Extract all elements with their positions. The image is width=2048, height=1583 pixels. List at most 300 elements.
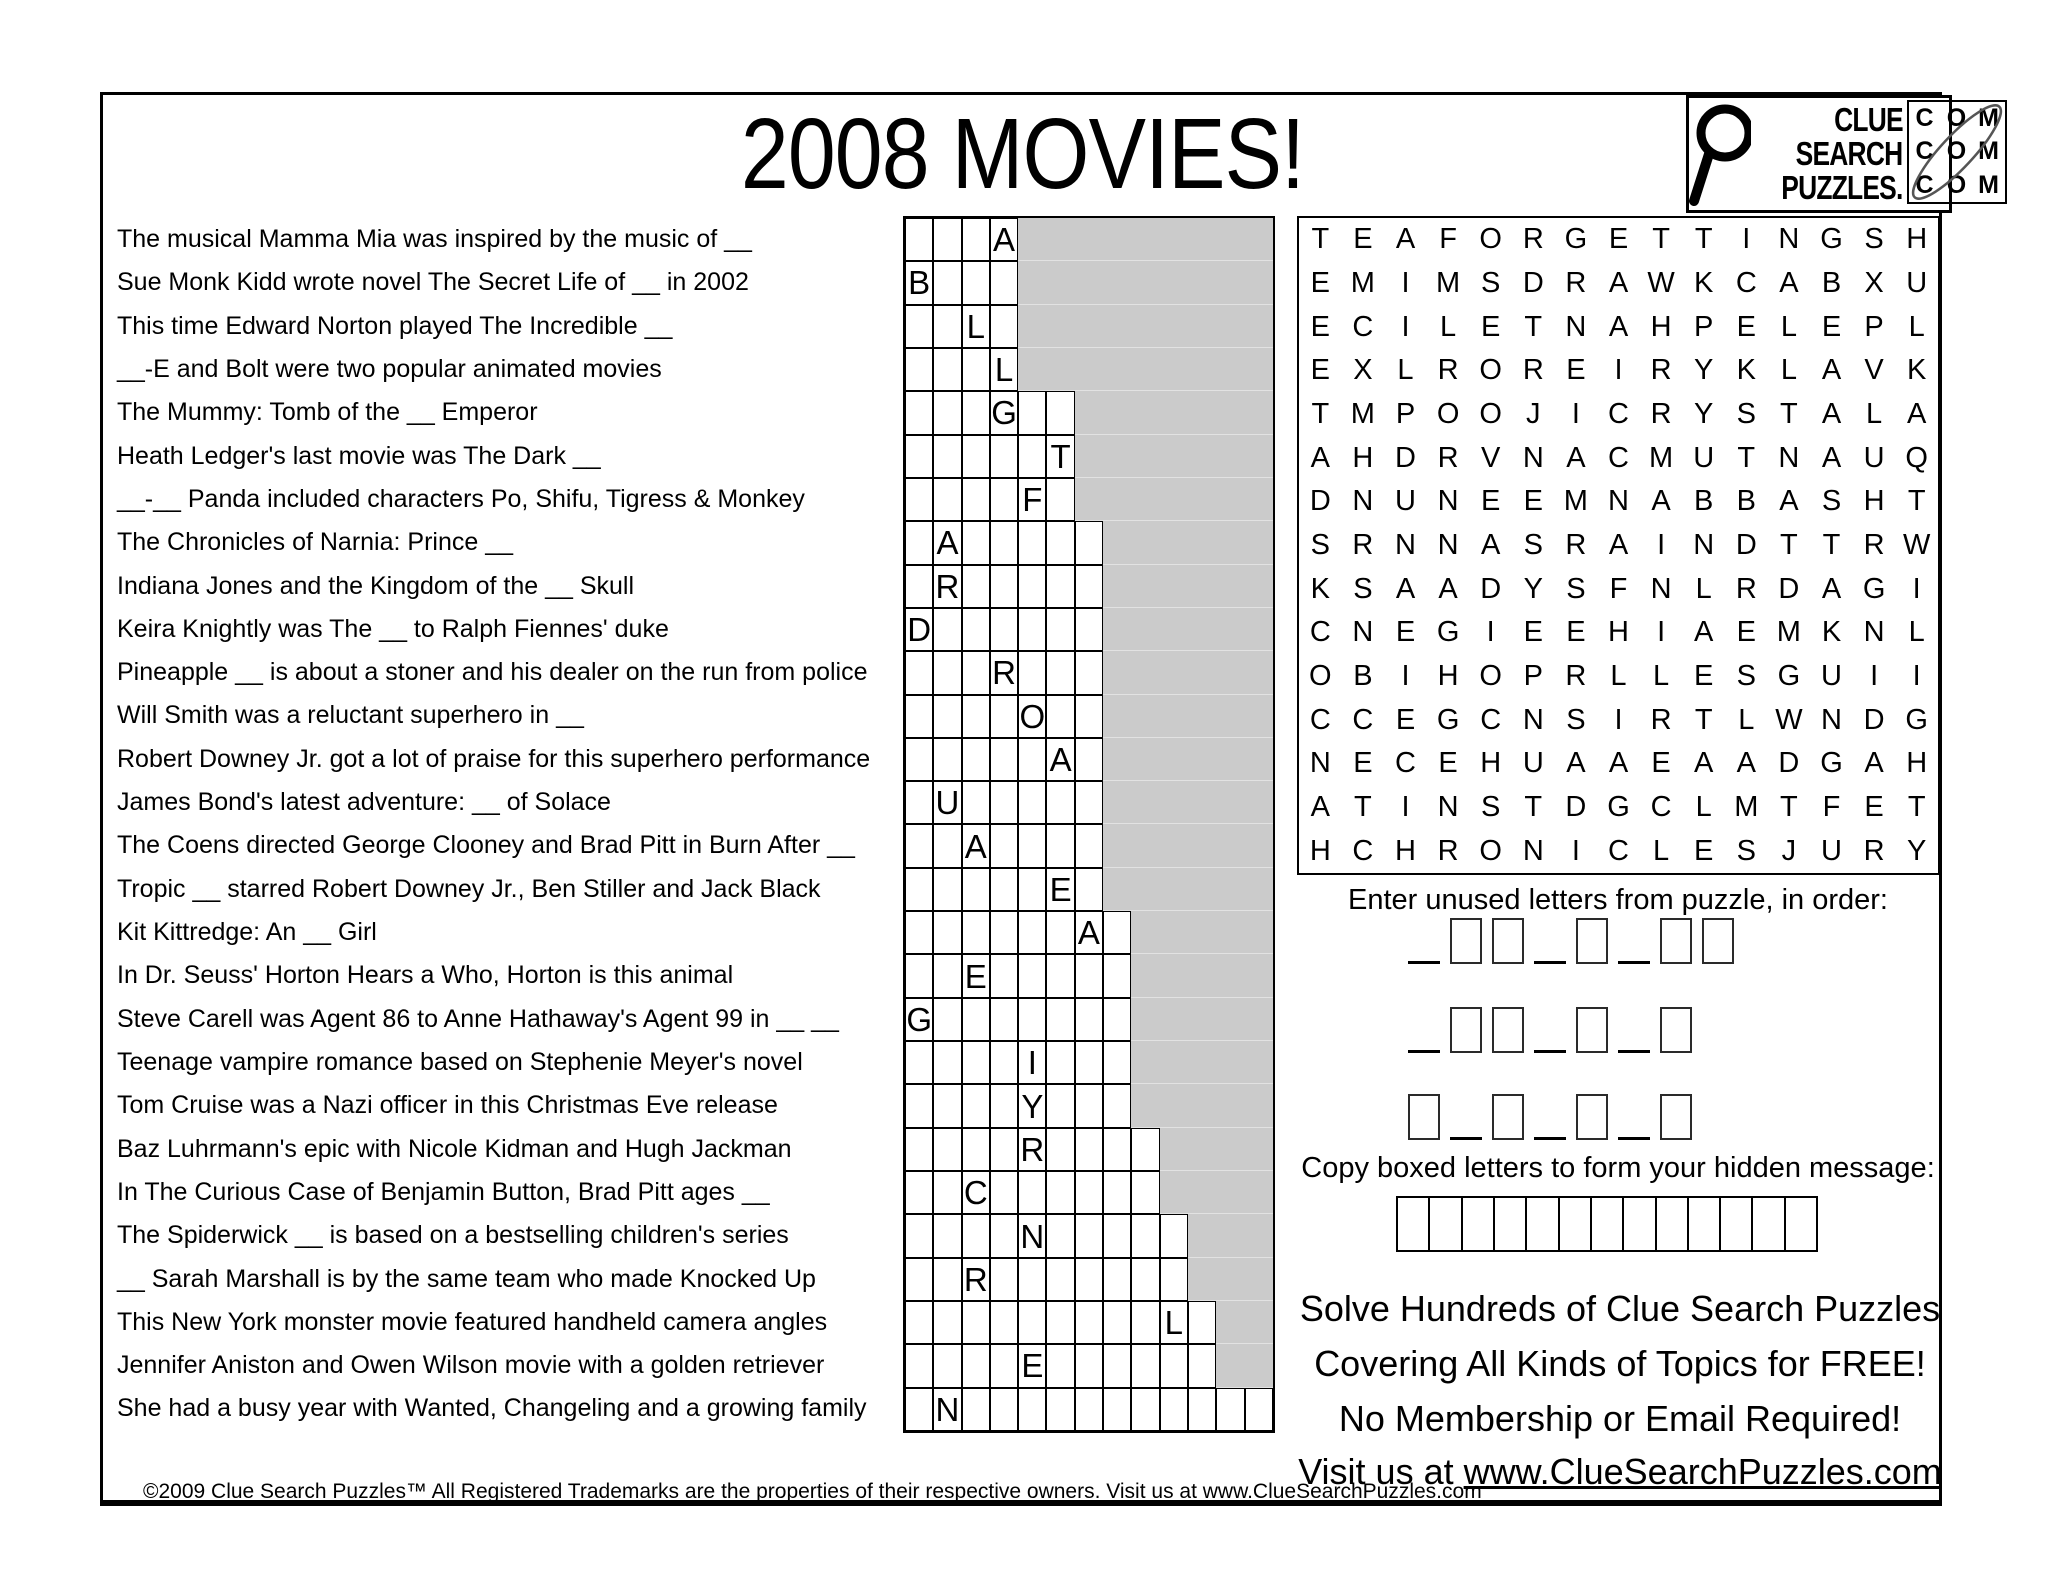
wordsearch-letter[interactable]: O <box>1479 659 1502 692</box>
answer-cell[interactable] <box>905 824 933 867</box>
wordsearch-letter[interactable]: E <box>1395 616 1416 649</box>
wordsearch-letter[interactable]: G <box>1905 703 1928 736</box>
wordsearch-letter[interactable]: M <box>1350 397 1375 430</box>
wordsearch-letter[interactable]: J <box>1526 397 1541 430</box>
answer-cell[interactable] <box>1046 781 1074 824</box>
answer-cell[interactable] <box>962 478 990 521</box>
wordsearch-letter[interactable]: A <box>1310 441 1330 474</box>
letter-blank-slot[interactable] <box>1408 918 1440 964</box>
wordsearch-letter[interactable]: T <box>1780 528 1798 561</box>
wordsearch-letter[interactable]: L <box>1866 397 1883 430</box>
hidden-message-cell[interactable] <box>1461 1198 1493 1250</box>
answer-cell[interactable] <box>1103 1084 1131 1127</box>
wordsearch-letter[interactable]: A <box>1907 397 1927 430</box>
wordsearch-letter[interactable]: A <box>1821 397 1842 430</box>
wordsearch-letter[interactable]: T <box>1822 528 1841 561</box>
wordsearch-letter[interactable]: S <box>1736 659 1756 692</box>
answer-cell[interactable] <box>933 435 961 478</box>
wordsearch-letter[interactable]: H <box>1906 223 1928 256</box>
answer-cell[interactable] <box>1131 1214 1159 1257</box>
answer-cell[interactable] <box>1046 911 1074 954</box>
wordsearch-letter[interactable]: N <box>1863 616 1885 649</box>
answer-cell[interactable] <box>1103 954 1131 997</box>
answer-cell[interactable] <box>933 868 961 911</box>
wordsearch-letter[interactable]: U <box>1863 441 1885 474</box>
wordsearch-letter[interactable]: S <box>1481 266 1501 299</box>
wordsearch-letter[interactable]: I <box>1486 616 1495 649</box>
answer-cell[interactable] <box>962 608 990 651</box>
wordsearch-letter[interactable]: N <box>1395 528 1416 561</box>
wordsearch-letter[interactable]: D <box>1565 790 1587 823</box>
answer-cell[interactable] <box>990 305 1018 348</box>
wordsearch-letter[interactable]: M <box>1563 485 1588 518</box>
boxed-letter-slot[interactable] <box>1576 1094 1608 1140</box>
wordsearch-letter[interactable]: A <box>1608 266 1629 299</box>
wordsearch-letter[interactable]: T <box>1694 703 1713 736</box>
wordsearch-letter[interactable]: S <box>1736 834 1756 867</box>
wordsearch-letter[interactable]: R <box>1735 572 1757 605</box>
boxed-letter-slot[interactable] <box>1450 1007 1482 1053</box>
answer-cell[interactable] <box>933 305 961 348</box>
answer-cell[interactable] <box>933 1171 961 1214</box>
answer-cell[interactable] <box>990 1171 1018 1214</box>
wordsearch-letter[interactable]: W <box>1903 528 1931 561</box>
wordsearch-letter[interactable]: A <box>1694 747 1714 780</box>
wordsearch-letter[interactable]: R <box>1863 528 1885 561</box>
wordsearch-letter[interactable]: H <box>1863 485 1885 518</box>
wordsearch-letter[interactable]: K <box>1694 266 1714 299</box>
hidden-message-cell[interactable] <box>1558 1198 1590 1250</box>
answer-cell[interactable] <box>990 1041 1018 1084</box>
wordsearch-letter[interactable]: T <box>1907 485 1926 518</box>
wordsearch-letter[interactable]: R <box>1565 659 1587 692</box>
answer-cell[interactable] <box>1075 565 1103 608</box>
wordsearch-letter[interactable]: O <box>1479 397 1502 430</box>
wordsearch-letter[interactable]: R <box>1522 223 1544 256</box>
answer-cell[interactable] <box>962 1301 990 1344</box>
wordsearch-letter[interactable]: A <box>1651 485 1671 518</box>
wordsearch-letter[interactable]: S <box>1821 485 1842 518</box>
wordsearch-letter[interactable]: G <box>1436 703 1460 736</box>
answer-cell[interactable] <box>1018 781 1046 824</box>
answer-cell[interactable] <box>933 1258 961 1301</box>
answer-cell[interactable] <box>1018 738 1046 781</box>
answer-cell[interactable] <box>1131 1128 1159 1171</box>
answer-cell[interactable] <box>962 521 990 564</box>
answer-cell[interactable] <box>1046 1301 1074 1344</box>
wordsearch-letter[interactable]: S <box>1481 790 1501 823</box>
answer-cell[interactable] <box>1075 651 1103 694</box>
wordsearch-letter[interactable]: D <box>1863 703 1885 736</box>
answer-cell[interactable] <box>1160 1344 1188 1387</box>
answer-cell[interactable] <box>1075 695 1103 738</box>
answer-cell[interactable] <box>962 1344 990 1387</box>
wordsearch-letter[interactable]: E <box>1523 485 1543 518</box>
answer-cell[interactable] <box>1018 1388 1046 1431</box>
answer-cell[interactable] <box>1046 695 1074 738</box>
answer-cell[interactable] <box>905 781 933 824</box>
wordsearch-letter[interactable]: L <box>1738 703 1755 736</box>
wordsearch-letter[interactable]: H <box>1608 616 1629 649</box>
answer-cell[interactable] <box>1131 1301 1159 1344</box>
wordsearch-letter[interactable]: D <box>1778 747 1800 780</box>
wordsearch-letter[interactable]: A <box>1779 266 1799 299</box>
answer-cell[interactable] <box>1188 1388 1216 1431</box>
answer-cell[interactable] <box>1046 1171 1074 1214</box>
letter-blank-slot[interactable] <box>1618 1007 1650 1053</box>
wordsearch-letter[interactable]: N <box>1778 223 1800 256</box>
hidden-message-cell[interactable] <box>1719 1198 1751 1250</box>
answer-cell[interactable] <box>905 1128 933 1171</box>
wordsearch-letter[interactable]: N <box>1522 703 1544 736</box>
answer-cell[interactable] <box>990 261 1018 304</box>
answer-cell[interactable] <box>1160 1258 1188 1301</box>
wordsearch-letter[interactable]: C <box>1650 790 1672 823</box>
wordsearch-letter[interactable]: N <box>1821 703 1842 736</box>
answer-cell[interactable] <box>1018 651 1046 694</box>
answer-cell[interactable] <box>990 608 1018 651</box>
wordsearch-letter[interactable]: I <box>1657 616 1666 649</box>
hidden-message-cell[interactable] <box>1784 1198 1816 1250</box>
answer-cell[interactable] <box>990 521 1018 564</box>
answer-cell[interactable] <box>1075 738 1103 781</box>
answer-cell[interactable] <box>1046 1388 1074 1431</box>
answer-cell[interactable] <box>962 738 990 781</box>
wordsearch-letter[interactable]: D <box>1480 572 1502 605</box>
answer-cell[interactable] <box>905 1258 933 1301</box>
boxed-letter-slot[interactable] <box>1576 918 1608 964</box>
boxed-letter-slot[interactable] <box>1450 918 1482 964</box>
wordsearch-letter[interactable]: H <box>1352 441 1374 474</box>
wordsearch-letter[interactable]: E <box>1566 616 1586 649</box>
answer-cell[interactable] <box>1046 608 1074 651</box>
wordsearch-letter[interactable]: N <box>1437 790 1459 823</box>
wordsearch-letter[interactable]: A <box>1736 747 1756 780</box>
answer-cell[interactable] <box>905 954 933 997</box>
wordsearch-letter[interactable]: R <box>1863 834 1885 867</box>
answer-cell[interactable] <box>962 911 990 954</box>
answer-cell[interactable] <box>1075 1041 1103 1084</box>
answer-cell[interactable] <box>1075 781 1103 824</box>
answer-cell[interactable] <box>962 261 990 304</box>
hidden-message-cell[interactable] <box>1590 1198 1622 1250</box>
answer-cell[interactable] <box>1216 1388 1244 1431</box>
wordsearch-letter[interactable]: O <box>1479 834 1502 867</box>
wordsearch-letter[interactable]: Y <box>1523 572 1543 605</box>
wordsearch-letter[interactable]: R <box>1352 528 1374 561</box>
wordsearch-letter[interactable]: V <box>1864 354 1884 387</box>
wordsearch-letter[interactable]: G <box>1777 659 1801 692</box>
letter-blank-slot[interactable] <box>1534 1094 1566 1140</box>
answer-cell[interactable] <box>933 1214 961 1257</box>
answer-cell[interactable] <box>990 1084 1018 1127</box>
answer-cell[interactable] <box>933 954 961 997</box>
wordsearch-letter[interactable]: A <box>1779 485 1799 518</box>
answer-cell[interactable] <box>905 391 933 434</box>
wordsearch-letter[interactable]: N <box>1650 572 1672 605</box>
answer-cell[interactable] <box>962 1388 990 1431</box>
wordsearch-letter[interactable]: U <box>1906 266 1928 299</box>
wordsearch-letter[interactable]: A <box>1395 572 1416 605</box>
wordsearch-letter[interactable]: L <box>1780 310 1797 343</box>
wordsearch-letter[interactable]: L <box>1440 310 1457 343</box>
wordsearch-letter[interactable]: G <box>1820 223 1843 256</box>
wordsearch-letter[interactable]: E <box>1736 616 1756 649</box>
answer-cell[interactable] <box>1046 478 1074 521</box>
wordsearch-letter[interactable]: N <box>1309 747 1331 780</box>
answer-cell[interactable] <box>990 435 1018 478</box>
answer-cell[interactable] <box>1075 1171 1103 1214</box>
wordsearch-letter[interactable]: U <box>1522 747 1544 780</box>
wordsearch-letter[interactable]: E <box>1694 834 1714 867</box>
wordsearch-letter[interactable]: M <box>1350 266 1375 299</box>
letter-blank-slot[interactable] <box>1534 918 1566 964</box>
wordsearch-letter[interactable]: L <box>1397 354 1414 387</box>
wordsearch-letter[interactable]: A <box>1821 354 1842 387</box>
wordsearch-letter[interactable]: Y <box>1907 834 1927 867</box>
wordsearch-letter[interactable]: R <box>1437 834 1459 867</box>
answer-cell[interactable] <box>990 478 1018 521</box>
answer-cell[interactable] <box>1018 1258 1046 1301</box>
wordsearch-letter[interactable]: N <box>1608 485 1629 518</box>
answer-cell[interactable] <box>905 435 933 478</box>
wordsearch-letter[interactable]: T <box>1311 397 1330 430</box>
answer-cell[interactable] <box>962 1214 990 1257</box>
promo-url-link[interactable]: www.ClueSearchPuzzles.com <box>1463 1451 1942 1492</box>
wordsearch-letter[interactable]: I <box>1401 790 1410 823</box>
answer-cell[interactable] <box>990 868 1018 911</box>
wordsearch-letter[interactable]: I <box>1657 528 1666 561</box>
answer-cell[interactable] <box>1075 1388 1103 1431</box>
answer-cell[interactable] <box>1103 1041 1131 1084</box>
boxed-letter-slot[interactable] <box>1660 918 1692 964</box>
answer-cell[interactable] <box>1075 608 1103 651</box>
hidden-message-cell[interactable] <box>1525 1198 1557 1250</box>
answer-cell[interactable] <box>905 1388 933 1431</box>
answer-cell[interactable] <box>1131 1388 1159 1431</box>
answer-cell[interactable] <box>1075 1258 1103 1301</box>
boxed-letter-slot[interactable] <box>1492 918 1524 964</box>
wordsearch-letter[interactable]: A <box>1395 223 1416 256</box>
answer-cell[interactable] <box>1103 1344 1131 1387</box>
wordsearch-letter[interactable]: E <box>1523 616 1543 649</box>
letter-blank-slot[interactable] <box>1534 1007 1566 1053</box>
wordsearch-letter[interactable]: I <box>1614 354 1623 387</box>
wordsearch-letter[interactable]: G <box>1820 747 1843 780</box>
answer-cell[interactable] <box>962 1084 990 1127</box>
answer-cell[interactable] <box>990 1258 1018 1301</box>
answer-cell[interactable] <box>1018 565 1046 608</box>
answer-cell[interactable] <box>933 911 961 954</box>
wordsearch-letter[interactable]: T <box>1907 790 1926 823</box>
answer-cell[interactable] <box>962 348 990 391</box>
answer-cell[interactable] <box>905 1214 933 1257</box>
wordsearch-letter[interactable]: L <box>1908 616 1925 649</box>
answer-cell[interactable] <box>1075 1084 1103 1127</box>
wordsearch-letter[interactable]: T <box>1652 223 1670 256</box>
answer-cell[interactable] <box>990 954 1018 997</box>
wordsearch-letter[interactable]: C <box>1395 747 1416 780</box>
wordsearch-letter[interactable]: R <box>1565 528 1587 561</box>
wordsearch-letter[interactable]: K <box>1736 354 1756 387</box>
wordsearch-letter[interactable]: N <box>1778 441 1800 474</box>
answer-cell[interactable] <box>933 1301 961 1344</box>
wordsearch-letter[interactable]: A <box>1694 616 1714 649</box>
wordsearch-letter[interactable]: C <box>1735 266 1757 299</box>
wordsearch-letter[interactable]: P <box>1523 659 1543 692</box>
boxed-letter-slot[interactable] <box>1576 1007 1608 1053</box>
answer-cell[interactable] <box>1018 998 1046 1041</box>
wordsearch-letter[interactable]: A <box>1821 572 1842 605</box>
answer-cell[interactable] <box>905 651 933 694</box>
wordsearch-letter[interactable]: C <box>1608 834 1629 867</box>
wordsearch-letter[interactable]: R <box>1650 354 1672 387</box>
answer-cell[interactable] <box>905 1344 933 1387</box>
answer-cell[interactable] <box>962 218 990 261</box>
wordsearch-letter[interactable]: F <box>1822 790 1841 823</box>
answer-cell[interactable] <box>1046 1258 1074 1301</box>
wordsearch-letter[interactable]: C <box>1309 703 1331 736</box>
answer-cell[interactable] <box>962 565 990 608</box>
answer-cell[interactable] <box>1188 1301 1216 1344</box>
answer-cell[interactable] <box>1245 1388 1273 1431</box>
wordsearch-letter[interactable]: D <box>1522 266 1544 299</box>
wordsearch-letter[interactable]: R <box>1650 397 1672 430</box>
answer-cell[interactable] <box>990 695 1018 738</box>
wordsearch-letter[interactable]: B <box>1353 659 1373 692</box>
wordsearch-letter[interactable]: I <box>1870 659 1879 692</box>
wordsearch-letter[interactable]: T <box>1694 223 1713 256</box>
wordsearch-letter[interactable]: C <box>1480 703 1502 736</box>
wordsearch-letter[interactable]: E <box>1438 747 1458 780</box>
wordsearch-letter[interactable]: L <box>1653 834 1670 867</box>
answer-cell[interactable] <box>962 391 990 434</box>
answer-cell[interactable] <box>933 1041 961 1084</box>
boxed-letter-slot[interactable] <box>1408 1094 1440 1140</box>
wordsearch-letter[interactable]: P <box>1395 397 1416 430</box>
answer-cell[interactable] <box>933 1344 961 1387</box>
answer-cell[interactable] <box>990 998 1018 1041</box>
answer-cell[interactable] <box>990 738 1018 781</box>
answer-cell[interactable] <box>990 781 1018 824</box>
wordsearch-letter[interactable]: I <box>1401 310 1410 343</box>
answer-cell[interactable] <box>933 608 961 651</box>
wordsearch-letter[interactable]: O <box>1479 223 1502 256</box>
wordsearch-letter[interactable]: F <box>1439 223 1457 256</box>
answer-cell[interactable] <box>962 1128 990 1171</box>
wordsearch-letter[interactable]: L <box>1908 310 1925 343</box>
answer-cell[interactable] <box>1103 1388 1131 1431</box>
wordsearch-letter[interactable]: C <box>1608 397 1629 430</box>
wordsearch-letter[interactable]: X <box>1864 266 1884 299</box>
answer-cell[interactable] <box>962 435 990 478</box>
wordsearch-letter[interactable]: S <box>1353 572 1373 605</box>
wordsearch-letter[interactable]: E <box>1736 310 1756 343</box>
wordsearch-letter[interactable]: S <box>1566 572 1586 605</box>
answer-cell[interactable] <box>1075 824 1103 867</box>
wordsearch-letter[interactable]: A <box>1864 747 1884 780</box>
wordsearch-letter[interactable]: T <box>1780 790 1798 823</box>
wordsearch-letter[interactable]: D <box>1778 572 1800 605</box>
wordsearch-letter[interactable]: E <box>1353 223 1373 256</box>
answer-cell[interactable] <box>905 911 933 954</box>
answer-cell[interactable] <box>990 1388 1018 1431</box>
wordsearch-letter[interactable]: L <box>1653 659 1670 692</box>
wordsearch-letter[interactable]: A <box>1481 528 1501 561</box>
answer-cell[interactable] <box>933 1084 961 1127</box>
answer-cell[interactable] <box>1075 954 1103 997</box>
wordsearch-letter[interactable]: X <box>1353 354 1373 387</box>
wordsearch-letter[interactable]: N <box>1522 834 1544 867</box>
answer-cell[interactable] <box>1046 1128 1074 1171</box>
wordsearch-letter[interactable]: O <box>1479 354 1502 387</box>
wordsearch-letter[interactable]: I <box>1614 703 1623 736</box>
wordsearch-letter[interactable]: B <box>1821 266 1842 299</box>
answer-cell[interactable] <box>1075 868 1103 911</box>
wordsearch-letter[interactable]: E <box>1481 310 1501 343</box>
wordsearch-letter[interactable]: H <box>1395 834 1416 867</box>
wordsearch-letter[interactable]: T <box>1311 223 1330 256</box>
wordsearch-letter[interactable]: K <box>1310 572 1330 605</box>
wordsearch-letter[interactable]: T <box>1737 441 1756 474</box>
answer-cell[interactable] <box>933 998 961 1041</box>
answer-cell[interactable] <box>905 1301 933 1344</box>
boxed-letter-slot[interactable] <box>1492 1094 1524 1140</box>
letter-blank-slot[interactable] <box>1450 1094 1482 1140</box>
wordsearch-letter[interactable]: E <box>1310 266 1330 299</box>
wordsearch-letter[interactable]: E <box>1481 485 1501 518</box>
wordsearch-letter[interactable]: C <box>1309 616 1331 649</box>
answer-cell[interactable] <box>1018 608 1046 651</box>
answer-cell[interactable] <box>1046 998 1074 1041</box>
answer-cell[interactable] <box>990 911 1018 954</box>
answer-cell[interactable] <box>1046 824 1074 867</box>
wordsearch-letter[interactable]: Y <box>1694 354 1714 387</box>
answer-cell[interactable] <box>1046 1084 1074 1127</box>
wordsearch-letter[interactable]: I <box>1912 659 1921 692</box>
answer-cell[interactable] <box>1018 868 1046 911</box>
answer-cell[interactable] <box>1046 521 1074 564</box>
answer-cell[interactable] <box>1046 1214 1074 1257</box>
wordsearch-letter[interactable]: R <box>1437 441 1459 474</box>
wordsearch-letter[interactable]: A <box>1310 790 1330 823</box>
answer-cell[interactable] <box>1103 1128 1131 1171</box>
wordsearch-letter[interactable]: T <box>1524 310 1543 343</box>
answer-cell[interactable] <box>933 348 961 391</box>
wordsearch-letter[interactable]: A <box>1438 572 1458 605</box>
answer-cell[interactable] <box>1103 998 1131 1041</box>
answer-cell[interactable] <box>1018 1171 1046 1214</box>
answer-cell[interactable] <box>1075 998 1103 1041</box>
wordsearch-letter[interactable]: L <box>1695 790 1712 823</box>
wordsearch-letter[interactable]: S <box>1736 397 1756 430</box>
answer-cell[interactable] <box>1018 911 1046 954</box>
boxed-letter-slot[interactable] <box>1492 1007 1524 1053</box>
answer-cell[interactable] <box>962 868 990 911</box>
wordsearch-letter[interactable]: M <box>1649 441 1674 474</box>
wordsearch-letter[interactable]: T <box>1524 790 1543 823</box>
letter-blank-slot[interactable] <box>1618 918 1650 964</box>
wordsearch-letter[interactable]: H <box>1437 659 1459 692</box>
answer-cell[interactable] <box>905 695 933 738</box>
answer-cell[interactable] <box>1160 1214 1188 1257</box>
wordsearch-letter[interactable]: F <box>1609 572 1628 605</box>
wordsearch-letter[interactable]: N <box>1693 528 1715 561</box>
wordsearch-letter[interactable]: A <box>1608 747 1629 780</box>
hidden-message-cell[interactable] <box>1493 1198 1525 1250</box>
wordsearch-letter[interactable]: T <box>1780 397 1798 430</box>
answer-cell[interactable] <box>905 478 933 521</box>
